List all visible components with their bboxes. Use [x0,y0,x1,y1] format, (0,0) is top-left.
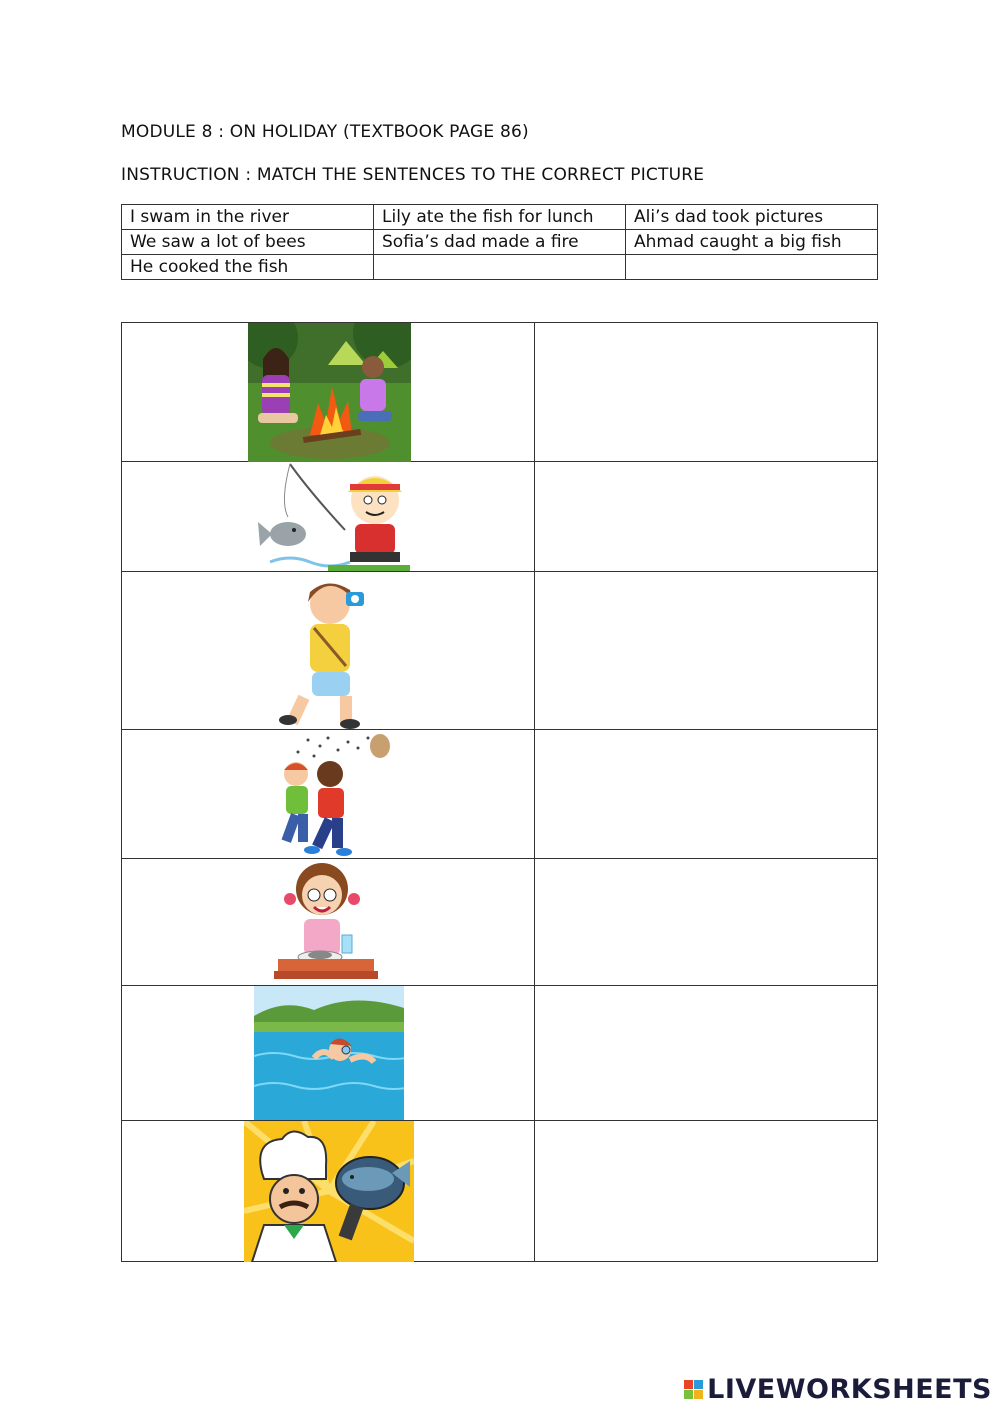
campfire-picture [248,323,411,462]
word-bank-cell: Lily ate the fish for lunch [374,205,626,230]
picture-cell [122,323,535,462]
answer-cell[interactable] [535,859,878,986]
word-bank-cell [374,255,626,280]
liveworksheets-logo [684,1374,992,1405]
answer-cell[interactable] [535,572,878,730]
matching-row [122,1121,878,1262]
matching-row [122,986,878,1121]
swimming-in-river-picture [254,986,404,1120]
answer-cell[interactable] [535,730,878,859]
picture-cell [122,730,535,859]
picture-cell [122,986,535,1121]
picture-cell [122,572,535,730]
word-bank-table [121,204,878,280]
boy-taking-photo-picture [268,572,390,729]
matching-row [122,323,878,462]
matching-row [122,572,878,730]
word-bank-cell: Ali’s dad took pictures [626,205,878,230]
word-bank-row [122,255,878,280]
liveworksheets-mark-icon [684,1380,703,1399]
matching-table [121,322,878,1262]
word-bank-cell: I swam in the river [122,205,374,230]
boys-running-from-bees-picture [268,730,392,858]
girl-eating-fish-picture [270,859,390,985]
chef-cooking-fish-picture [244,1121,414,1262]
word-bank-cell: We saw a lot of bees [122,230,374,255]
answer-cell[interactable] [535,986,878,1121]
liveworksheets-brand: LIVEWORKSHEETS [707,1374,992,1405]
matching-row [122,462,878,572]
picture-cell [122,462,535,572]
answer-cell[interactable] [535,1121,878,1262]
picture-cell [122,1121,535,1262]
answer-cell[interactable] [535,323,878,462]
worksheet-title: MODULE 8 : ON HOLIDAY (TEXTBOOK PAGE 86) [121,122,529,142]
word-bank-cell: Sofia’s dad made a fire [374,230,626,255]
word-bank-cell [626,255,878,280]
boy-fishing-picture [250,462,410,571]
worksheet-instruction: INSTRUCTION : MATCH THE SENTENCES TO THE CORRECT PICTURE [121,165,705,185]
answer-cell[interactable] [535,462,878,572]
matching-row [122,730,878,859]
picture-cell [122,859,535,986]
matching-row [122,859,878,986]
word-bank-row [122,205,878,230]
word-bank-row [122,230,878,255]
word-bank-cell: Ahmad caught a big fish [626,230,878,255]
word-bank-cell: He cooked the fish [122,255,374,280]
